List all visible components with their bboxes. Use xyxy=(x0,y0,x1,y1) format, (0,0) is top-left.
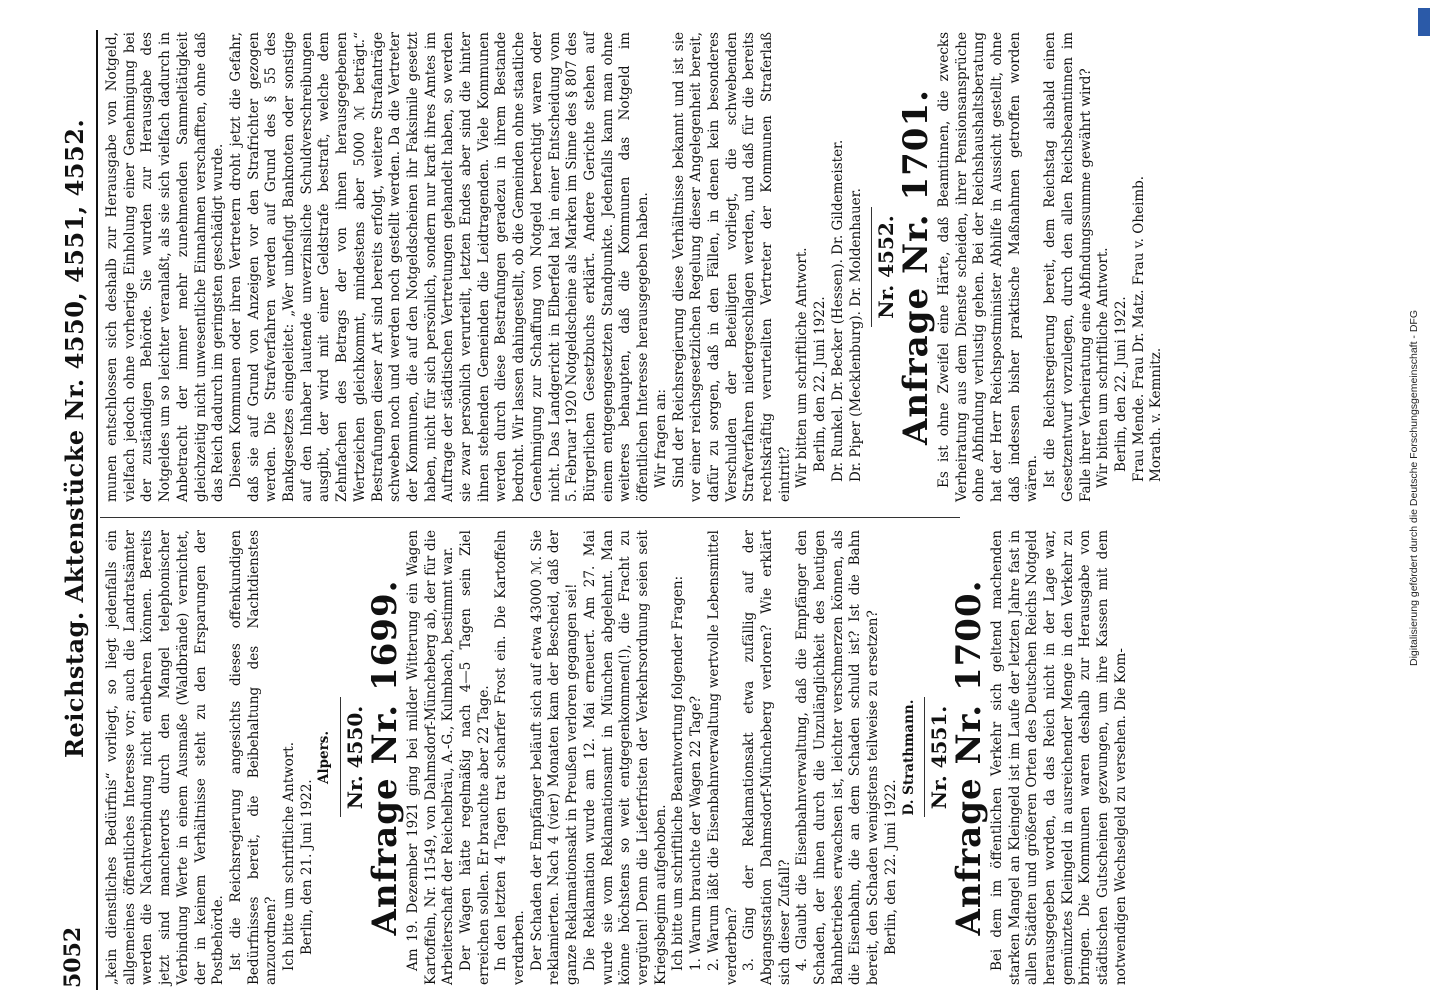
paragraph: Ist die Reichsregierung angesichts dieses offenkundigen Bedürfnisses bereit, die Beibehaltung des Nachtdienstes anzuordnen? xyxy=(227,530,280,985)
paragraph: Die Reklamation wurde am 12. Mai erneuert. Am 27. Mai wurde sie vom Reklamationsamt in München abgelehnt. Man könne höchstens so weit entgegenkommen(!), die Fracht zu vergüten! Denn die Lieferfristen der Verkehrsordnung seien seit Kriegsbeginn aufgehoben. xyxy=(581,530,669,985)
column-divider xyxy=(100,517,960,518)
dfg-logo-icon xyxy=(1418,8,1430,36)
left-column xyxy=(104,530,1131,985)
signature: Dr. Runkel. Dr. Becker (Hessen). Dr. Gildemeister. xyxy=(829,139,846,482)
question-item: 4. Glaubt die Eisenbahnverwaltung, daß die Empfänger den Schaden, der ihnen durch die Unzulänglichkeit des heutigen Bahnbetriebes erwachsen ist, leichter verschmerzen können, als die Eisenbahn, die an dem Schaden schuld ist? Ist die Bahn bereit, den Schaden wenigstens teilweise zu ersetzen? xyxy=(794,530,882,985)
date-line: Berlin, den 21. Juni 1922. xyxy=(298,779,315,955)
paragraph: In den letzten 4 Tagen trat scharfer Frost ein. Die Kartoffeln verdarben. xyxy=(493,530,528,985)
separator xyxy=(924,698,925,818)
date-line: Berlin, den 22. Juni 1922. xyxy=(812,296,829,472)
paragraph: Ist die Reichsregierung bereit, dem Reichstag alsbald einen Gesetzentwurf vorzulegen, durch den allen Reichsbeamtinnen im Falle ihrer Verheiratung eine Abfindungssumme gewährt wird? xyxy=(1042,32,1094,502)
paragraph: Der Schaden der Empfänger beläuft sich auf etwa 43000 ℳ. Sie reklamierten. Nach 4 (vier) Monaten kam der Bescheid, daß der ganze Reklamationsakt in Preußen verloren gegangen sei! xyxy=(528,530,581,985)
signature: Frau Mende. Frau Dr. Matz. Frau v. Oheimb. xyxy=(1130,175,1147,482)
paragraph: Wir bitten um schriftliche Antwort. xyxy=(794,247,811,488)
paragraph: munen entschlossen sich deshalb zur Herausgabe von Notgeld, vielfach jedoch ohne vorherige Einholung einer Genehmigung bei der zuständigen Behörde. Sie wurden zur Herausgabe des Notgeldes um so leichter veranlaßt, als sie sich vielfach dadurch in Anbetracht der immer mehr zunehmenden Sammeltätigkeit gleichzeitig nicht unwesentliche Einnahmen verschafften, ohne daß das Reich dadurch im geringsten geschädigt wurde. xyxy=(104,32,227,502)
digitization-note-text: Digitalisierung gefördert durch die Deutsche Forschungsgemeinschaft - DFG xyxy=(1408,310,1420,667)
signature: Alpers. xyxy=(316,730,333,785)
signature: D. Strathmann. xyxy=(900,699,917,816)
document-number: Nr. 4550. xyxy=(343,705,368,810)
separator xyxy=(340,698,341,818)
signature: Morath. v. Kemnitz. xyxy=(1148,347,1165,482)
right-column xyxy=(104,32,1166,502)
inquiry-title: Anfrage Nr. 1699. xyxy=(364,579,405,936)
paragraph: Wir bitten um schriftliche Antwort. xyxy=(1095,247,1112,488)
page-title: Reichstag. Aktenstücke Nr. 4550, 4551, 4552. xyxy=(60,118,89,758)
separator xyxy=(871,207,872,327)
inquiry-title: Anfrage Nr. 1701. xyxy=(895,89,936,445)
inquiry-title: Anfrage Nr. 1700. xyxy=(948,579,989,936)
paragraph: Ich bitte um schriftliche Antwort. xyxy=(281,741,298,971)
question-item: 1. Warum brauchte der Wagen 22 Tage? xyxy=(688,695,705,971)
paragraph: Wir fragen an: xyxy=(652,388,669,488)
page-number: 5052 xyxy=(60,926,86,988)
signature: Dr. Piper (Mecklenburg). Dr. Moldenhauer. xyxy=(847,188,864,482)
digitization-note xyxy=(1408,10,1426,990)
header-rule xyxy=(96,30,98,990)
paragraph: Sind der Reichsregierung diese Verhältnisse bekannt und ist sie vor einer reichsgesetzlichen Regelung dieser Angelegenheit bereit, dafür zu sorgen, daß in den Fällen, in denen kein besonderes Verschulden der Beteiligten vorliegt, die schwebenden Strafverfahren niedergeschlagen werden, und daß für die bereits rechtskräftig verurteilten Vertreter der Kommunen Straferlaß eintritt? xyxy=(670,32,793,502)
paragraph: Diesen Kommunen oder ihren Vertretern droht jetzt die Gefahr, daß sie auf Grund von Anzeigen vor den Strafrichter gezogen werden. Die Strafverfahren werden auf Grund des § 55 des Bankgesetzes eingeleitet: „Wer unbefugt Banknoten oder sonstige auf den Inhaber lautende unverzinsliche Schuldverschreibungen ausgibt, der wird mit einer Geldstrafe bestraft, welche dem Zehnfachen des Betrags der von ihnen herausgegebenen Wertzeichen gleichkommt, mindestens aber 5000 ℳ beträgt.“ Bestrafungen dieser Art sind bereits erfolgt, weitere Strafanträge schweben noch und werden noch gestellt werden. Da die Vertreter der Kommunen, die auf den Notgeldscheinen ihr Faksimile gesetzt haben, nicht für sich persönlich, sondern nur kraft ihres Amtes im Auftrage der städtischen Vertretungen gehandelt haben, so werden sie zwar persönlich verurteilt, letzten Endes aber sind die hinter ihnen stehenden Gemeinden die Leidtragenden. Viele Kommunen werden durch diese Bestrafungen geradezu in ihrem Bestande bedroht. Wir lassen dahingestellt, ob die Gemeinden ohne staatliche Genehmigung zur Schaffung von Notgeld berechtigt waren oder nicht. Das Landgericht in Elberfeld hat in einer Entscheidung vom 5. Februar 1920 Notgeldscheine als Marken im Sinne des § 807 des Bürgerlichen Gesetzbuchs erklärt. Andere Gerichte stehen auf einem entgegengesetzten Standpunkte. Jedenfalls kann man ohne weiteres behaupten, daß die Kommunen das Notgeld im öffentlichen Interesse herausgegeben haben. xyxy=(227,32,652,502)
document-number: Nr. 4552. xyxy=(874,215,899,319)
date-line: Berlin, den 22. Juni 1922. xyxy=(1112,296,1129,472)
paragraph: Es ist ohne Zweifel eine Härte, daß Beamtinnen, die zwecks Verheiratung aus dem Dienste scheiden, ihrer Pensionsansprüche ohne Abfindung verlustig gehen. Bei der Reichshaushaltsberatung hat der Herr Reichspostminister Abhilfe in Aussicht gestellt, ohne daß indessen bisher praktische Maßnahmen getroffen worden wären. xyxy=(935,32,1041,502)
paragraph: Der Wagen hätte regelmäßig nach 4—5 Tagen sein Ziel erreichen sollen. Er brauchte aber 22 Tage. xyxy=(457,530,492,985)
date-line: Berlin, den 22. Juni 1922. xyxy=(882,779,899,955)
paragraph: Ich bitte um schriftliche Beantwortung folgender Fragen: xyxy=(670,575,687,971)
paragraph: Bei dem im öffentlichen Verkehr sich geltend machenden starken Mangel an Kleingeld ist im Laufe der letzten Jahre fast in allen Städten und größeren Orten des Deutschen Reichs Notgeld herausgegeben worden, da das Reich nicht in der Lage war, gemünztes Kleingeld in ausreichender Menge in den Verkehr zu bringen. Die Kommunen waren deshalb zur Herausgabe von städtischen Gutscheinen gezwungen, um ihre Kassen mit dem notwendigen Wechselgeld zu versehen. Die Kom- xyxy=(988,530,1129,985)
document-number: Nr. 4551. xyxy=(927,705,952,810)
page-header xyxy=(60,28,94,988)
question-item: 2. Warum läßt die Eisenbahnverwaltung wertvolle Lebensmittel verderben? xyxy=(705,530,740,985)
paragraph: Am 19. Dezember 1921 ging bei milder Witterung ein Wagen Kartoffeln, Nr. 11549, von Dahmsdorf-Müncheberg ab, der für die Arbeiterschaft der Reichelbräu, A.-G., Kulmbach, bestimmt war. xyxy=(404,530,457,985)
paragraph: „kein dienstliches Bedürfnis“ vorliegt, so liegt jedenfalls ein allgemeines öffentliches Interesse vor; auch die Landratsämter werden die Nachtverbindung nicht entbehren können. Bereits jetzt sind mancherorts durch den Mangel telephonischer Verbindung Werte in einem Ausmaße (Waldbrände) vernichtet, der in keinem Verhältnisse steht zu den Ersparungen der Postbehörde. xyxy=(104,530,227,985)
question-item: 3. Ging der Reklamationsakt etwa zufällig auf der Abgangsstation Dahmsdorf-Müncheberg verloren? Wie erklärt sich dieser Zufall? xyxy=(741,530,793,985)
